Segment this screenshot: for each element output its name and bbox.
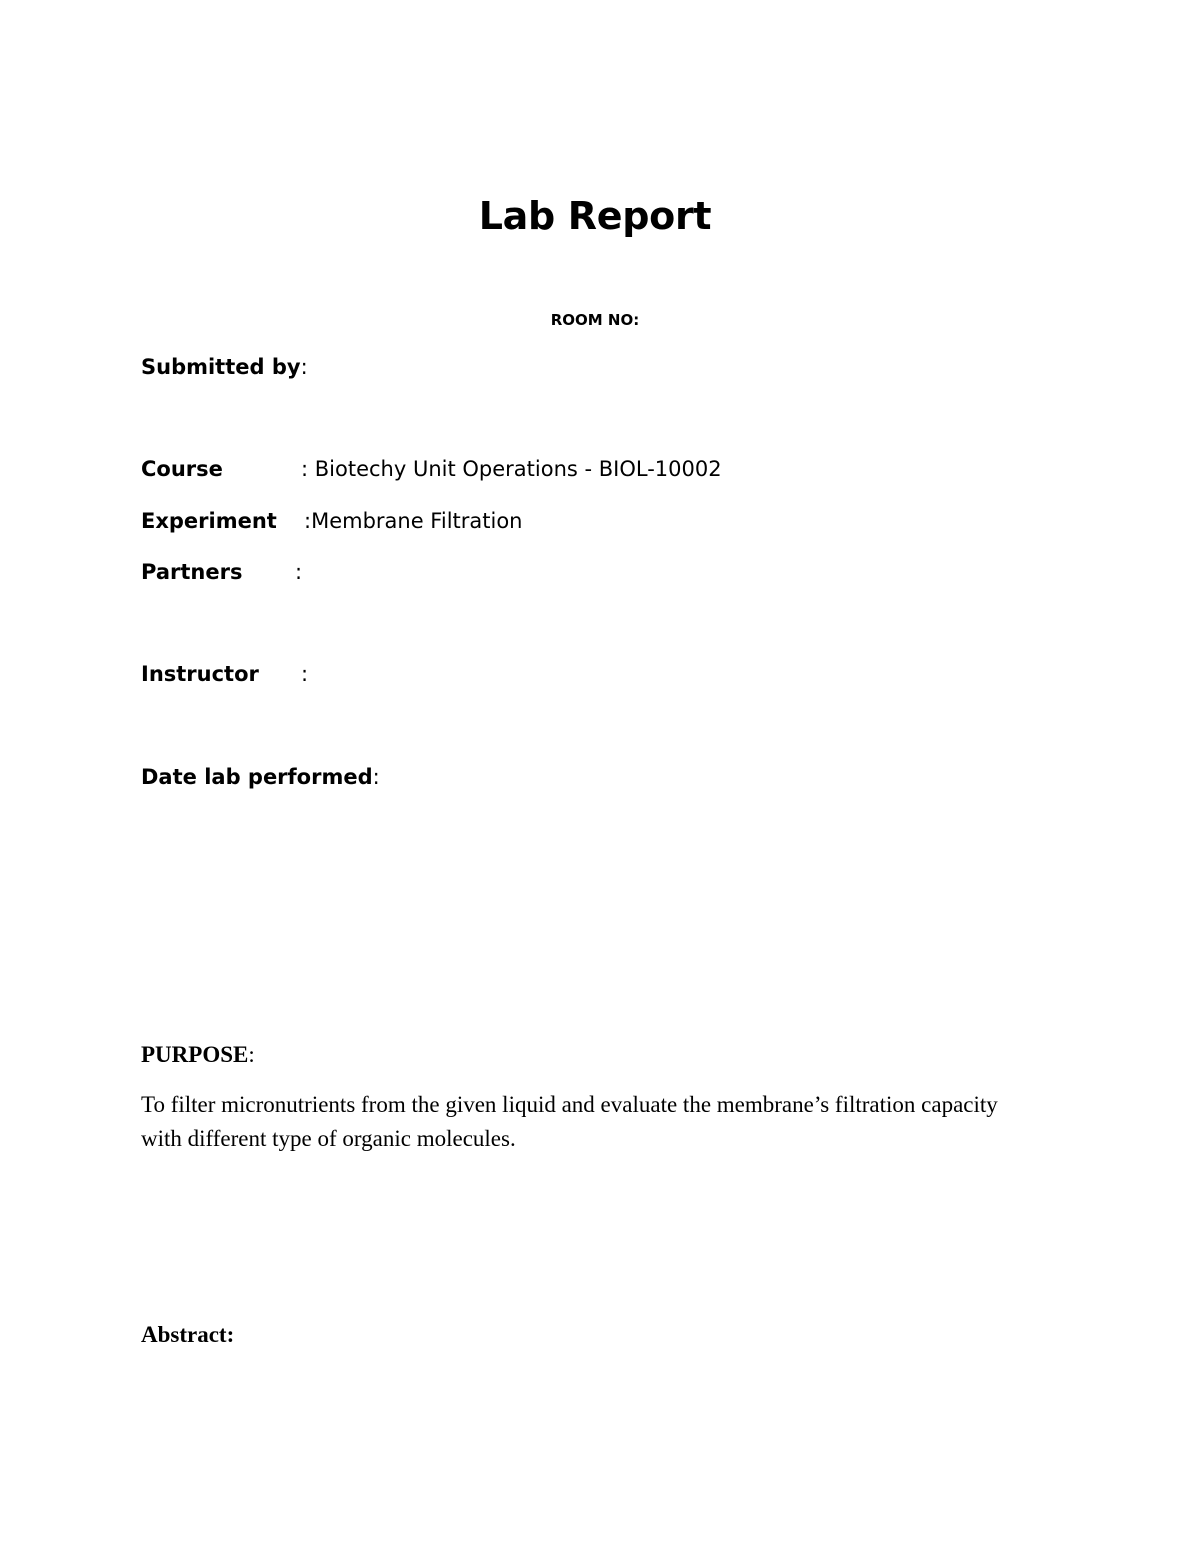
date-performed-label: Date lab performed [141, 765, 373, 789]
purpose-heading-text: PURPOSE [141, 1042, 249, 1067]
course-value: Biotechy Unit Operations - BIOL-10002 [314, 457, 722, 481]
experiment-colon: : [304, 509, 312, 533]
experiment-value: Membrane Filtration [311, 509, 523, 533]
experiment-label: Experiment [141, 509, 277, 533]
instructor-label: Instructor [141, 662, 259, 686]
instructor-field [141, 660, 308, 688]
date-performed-colon: : [372, 765, 380, 789]
partners-label: Partners [141, 560, 243, 584]
room-number-label: ROOM NO: [550, 311, 640, 329]
page-title: Lab Report [478, 194, 712, 238]
date-performed-field [141, 763, 380, 791]
instructor-colon: : [301, 662, 309, 686]
experiment-field [141, 507, 523, 535]
submitted-by-colon: : [300, 355, 308, 379]
partners-field [141, 558, 302, 586]
purpose-heading-colon: : [248, 1042, 255, 1067]
submitted-by-label: Submitted by [141, 355, 301, 379]
course-colon: : [301, 457, 309, 481]
course-label: Course [141, 457, 223, 481]
partners-colon: : [295, 560, 303, 584]
submitted-by-field [141, 353, 308, 381]
course-field [141, 455, 722, 483]
purpose-heading [141, 1040, 255, 1070]
abstract-heading: Abstract: [141, 1322, 235, 1347]
purpose-paragraph: To filter micronutrients from the given liquid and evaluate the membrane’s filtration capacity with different type of organic molecules. [141, 1092, 998, 1151]
